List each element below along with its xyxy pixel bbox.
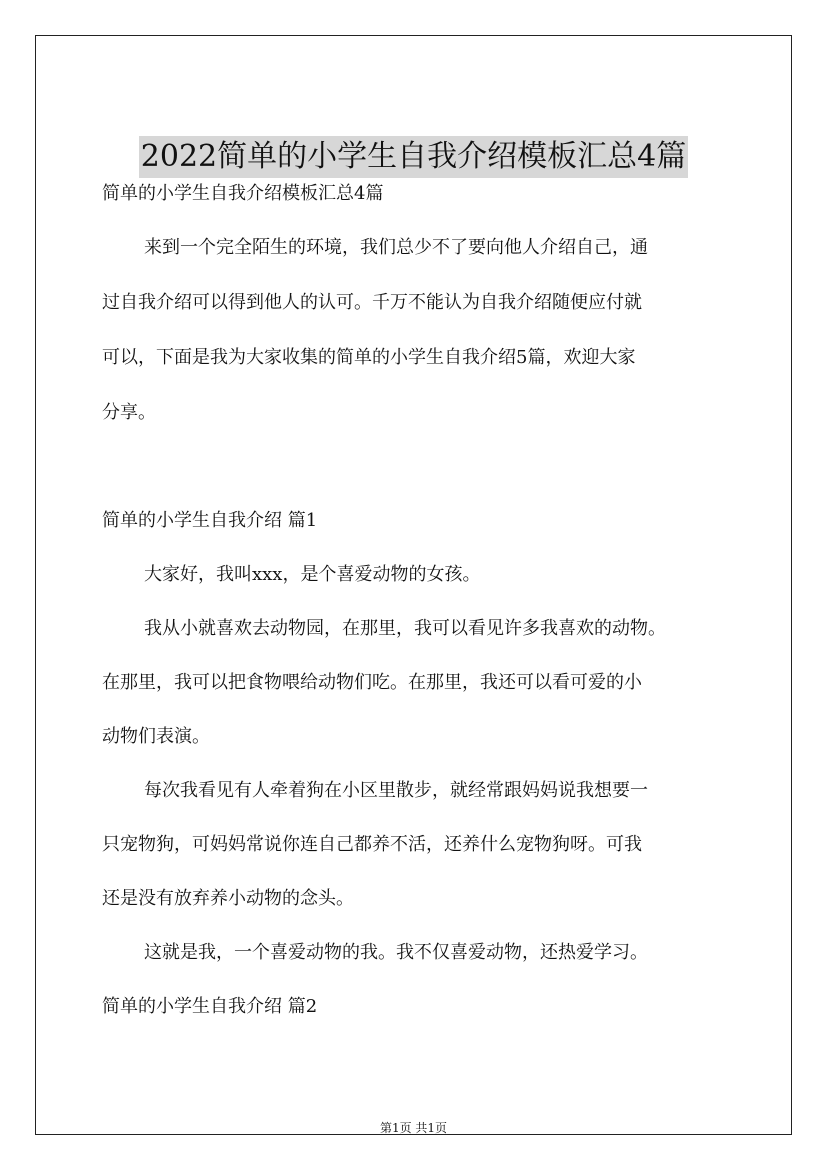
intro-line-4: 分享。 bbox=[102, 402, 156, 423]
section-1-paragraph-4: 这就是我，一个喜爱动物的我。我不仅喜爱动物，还热爱学习。 bbox=[144, 942, 648, 963]
title-container bbox=[36, 136, 791, 178]
section-2-heading: 简单的小学生自我介绍 篇2 bbox=[102, 996, 318, 1017]
section-1-paragraph-3-line-1: 每次我看见有人牵着狗在小区里散步，就经常跟妈妈说我想要一 bbox=[144, 780, 648, 801]
section-1-paragraph-1: 大家好，我叫xxx，是个喜爱动物的女孩。 bbox=[144, 564, 481, 585]
section-1-paragraph-3-line-3: 还是没有放弃养小动物的念头。 bbox=[102, 888, 354, 909]
intro-line-2: 过自我介绍可以得到他人的认可。千万不能认为自我介绍随便应付就 bbox=[102, 292, 642, 313]
document-title: 2022简单的小学生自我介绍模板汇总4篇 bbox=[139, 136, 688, 178]
document-subtitle: 简单的小学生自我介绍模板汇总4篇 bbox=[102, 183, 384, 204]
section-1-paragraph-2-line-2: 在那里，我可以把食物喂给动物们吃。在那里，我还可以看可爱的小 bbox=[102, 672, 642, 693]
intro-line-1: 来到一个完全陌生的环境，我们总少不了要向他人介绍自己，通 bbox=[144, 237, 648, 258]
page-footer: 第1页 共1页 bbox=[379, 1121, 448, 1135]
intro-line-3: 可以，下面是我为大家收集的简单的小学生自我介绍5篇，欢迎大家 bbox=[102, 347, 636, 368]
section-1-paragraph-3-line-2: 只宠物狗，可妈妈常说你连自己都养不活，还养什么宠物狗呀。可我 bbox=[102, 834, 642, 855]
document-page bbox=[35, 35, 792, 1135]
section-1-paragraph-2-line-3: 动物们表演。 bbox=[102, 726, 210, 747]
section-1-paragraph-2-line-1: 我从小就喜欢去动物园，在那里，我可以看见许多我喜欢的动物。 bbox=[144, 618, 666, 639]
section-1-heading: 简单的小学生自我介绍 篇1 bbox=[102, 510, 318, 531]
